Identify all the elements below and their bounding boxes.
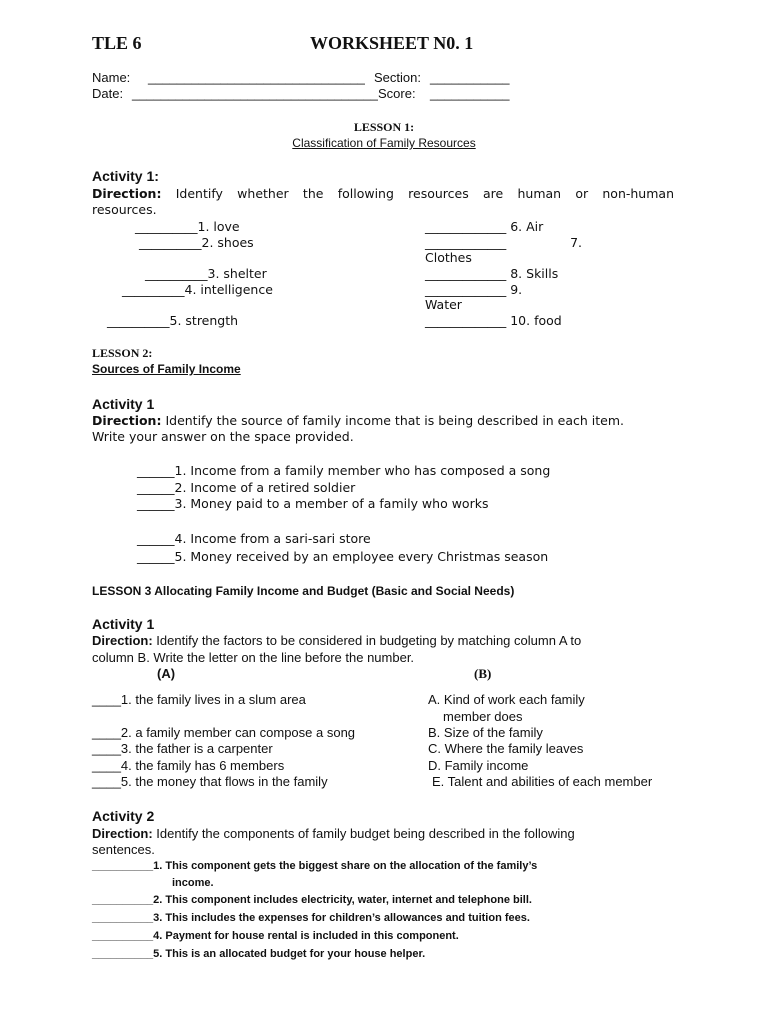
direction-label: Direction: xyxy=(92,186,162,201)
item-text: 3. shelter xyxy=(207,266,267,281)
lesson2-activity-heading: Activity 1 xyxy=(92,396,155,412)
answer-blank[interactable]: _____________ xyxy=(425,282,507,297)
lesson1-activity-heading: Activity 1: xyxy=(92,168,159,184)
lesson2-direction-cont: Write your answer on the space provided. xyxy=(92,429,354,444)
lesson3-activity2-direction-cont: sentences. xyxy=(92,842,155,857)
lesson1-title: Classification of Family Resources xyxy=(292,136,476,150)
column-a-item-4: ____4. the family has 6 members xyxy=(92,758,285,773)
budget-item-1: __________1. This component gets the biggest share on the allocation of the family’s xyxy=(92,860,538,872)
item-text: 9. xyxy=(510,282,523,297)
answer-blank[interactable]: __________ xyxy=(135,219,198,234)
item-text: 10. food xyxy=(510,313,562,328)
budget-item-1-cont: income. xyxy=(172,877,214,889)
item-text: 6. Air xyxy=(510,219,544,234)
column-b-label: (B) xyxy=(474,666,492,681)
column-b-item-b: B. Size of the family xyxy=(428,725,543,740)
resource-item-3 xyxy=(145,266,267,281)
resource-item-8 xyxy=(425,266,558,281)
direction-label: Direction: xyxy=(92,633,153,648)
item-text: 8. Skills xyxy=(510,266,559,281)
answer-blank[interactable]: _____________ xyxy=(425,266,507,281)
income-item-2: ______2. Income of a retired soldier xyxy=(137,480,356,495)
section-label: Section: xyxy=(374,70,421,85)
lesson3-activity2-direction xyxy=(92,826,575,841)
lesson1-direction-cont: resources. xyxy=(92,202,157,217)
direction-text: Identify the factors to be considered in budgeting by matching column A to xyxy=(156,633,582,648)
lesson2-label: LESSON 2: xyxy=(92,346,153,360)
item-text: 4. intelligence xyxy=(184,282,273,297)
resource-item-1 xyxy=(135,219,240,234)
item-text: 2. shoes xyxy=(201,235,254,250)
resource-item-10 xyxy=(425,313,562,328)
answer-blank[interactable]: __________ xyxy=(107,313,170,328)
item-text: 1. love xyxy=(197,219,240,234)
lesson3-activity1-direction-cont: column B. Write the letter on the line before the number. xyxy=(92,650,415,665)
column-a-item-5: ____5. the money that flows in the family xyxy=(92,774,328,789)
resource-item-2 xyxy=(139,235,254,250)
budget-item-3: __________3. This includes the expenses for children’s allowances and tuition fees. xyxy=(92,912,530,924)
name-blank[interactable]: ______________________________ xyxy=(148,70,365,85)
score-blank[interactable]: ___________ xyxy=(430,86,510,101)
direction-text: Identify the source of family income that is being described in each item. xyxy=(165,413,625,428)
lesson1-direction xyxy=(92,186,674,201)
income-item-4: ______4. Income from a sari-sari store xyxy=(137,531,371,546)
direction-label: Direction: xyxy=(92,413,162,428)
column-a-item-3: ____3. the father is a carpenter xyxy=(92,741,273,756)
budget-item-2: __________2. This component includes electricity, water, internet and telephone bill. xyxy=(92,894,532,906)
income-item-3: ______3. Money paid to a member of a family who works xyxy=(137,496,489,511)
answer-blank[interactable]: _____________ xyxy=(425,235,507,250)
lesson3-activity1-heading: Activity 1 xyxy=(92,616,155,632)
lesson3-title: LESSON 3 Allocating Family Income and Budget (Basic and Social Needs) xyxy=(92,584,515,598)
resource-item-7 xyxy=(425,235,582,250)
resource-item-6 xyxy=(425,219,543,234)
answer-blank[interactable]: __________ xyxy=(139,235,202,250)
column-b-item-e: E. Talent and abilities of each member xyxy=(432,774,653,789)
answer-blank[interactable]: _____________ xyxy=(425,313,507,328)
name-label: Name: xyxy=(92,70,131,85)
answer-blank[interactable]: __________ xyxy=(122,282,185,297)
column-b-item-c: C. Where the family leaves xyxy=(428,741,584,756)
resource-item-9-text: Water xyxy=(425,297,462,312)
section-blank[interactable]: ___________ xyxy=(430,70,510,85)
lesson1-label: LESSON 1: xyxy=(353,120,415,134)
score-label: Score: xyxy=(378,86,416,101)
column-a-item-2: ____2. a family member can compose a song xyxy=(92,725,356,740)
date-blank[interactable]: __________________________________ xyxy=(132,86,378,101)
direction-text: Identify whether the following resources are human or non-human xyxy=(175,186,674,201)
direction-label: Direction: xyxy=(92,826,153,841)
resource-item-5 xyxy=(107,313,238,328)
date-label: Date: xyxy=(92,86,124,101)
lesson2-title: Sources of Family Income xyxy=(92,362,241,376)
lesson3-activity1-direction xyxy=(92,633,581,648)
worksheet-title: WORKSHEET N0. 1 xyxy=(310,33,474,53)
column-b-item-d: D. Family income xyxy=(428,758,529,773)
column-a-item-1: ____1. the family lives in a slum area xyxy=(92,692,306,707)
answer-blank[interactable]: _____________ xyxy=(425,219,507,234)
income-item-1: ______1. Income from a family member who has composed a song xyxy=(137,463,551,478)
item-text: 7. xyxy=(570,235,582,250)
subject-code: TLE 6 xyxy=(92,33,142,53)
item-text: 5. strength xyxy=(169,313,239,328)
column-b-item-a-cont: member does xyxy=(443,709,523,724)
column-a-label: (A) xyxy=(157,666,176,681)
resource-item-9 xyxy=(425,282,522,297)
answer-blank[interactable]: __________ xyxy=(145,266,208,281)
budget-item-5: __________5. This is an allocated budget for your house helper. xyxy=(92,948,426,960)
budget-item-4: __________4. Payment for house rental is included in this component. xyxy=(92,930,459,942)
lesson2-direction xyxy=(92,413,624,428)
resource-item-4 xyxy=(122,282,273,297)
column-b-item-a: A. Kind of work each family xyxy=(428,692,585,707)
lesson3-activity2-heading: Activity 2 xyxy=(92,808,155,824)
resource-item-7-text: Clothes xyxy=(425,250,472,265)
income-item-5: ______5. Money received by an employee every Christmas season xyxy=(137,549,549,564)
direction-text: Identify the components of family budget being described in the following xyxy=(156,826,575,841)
